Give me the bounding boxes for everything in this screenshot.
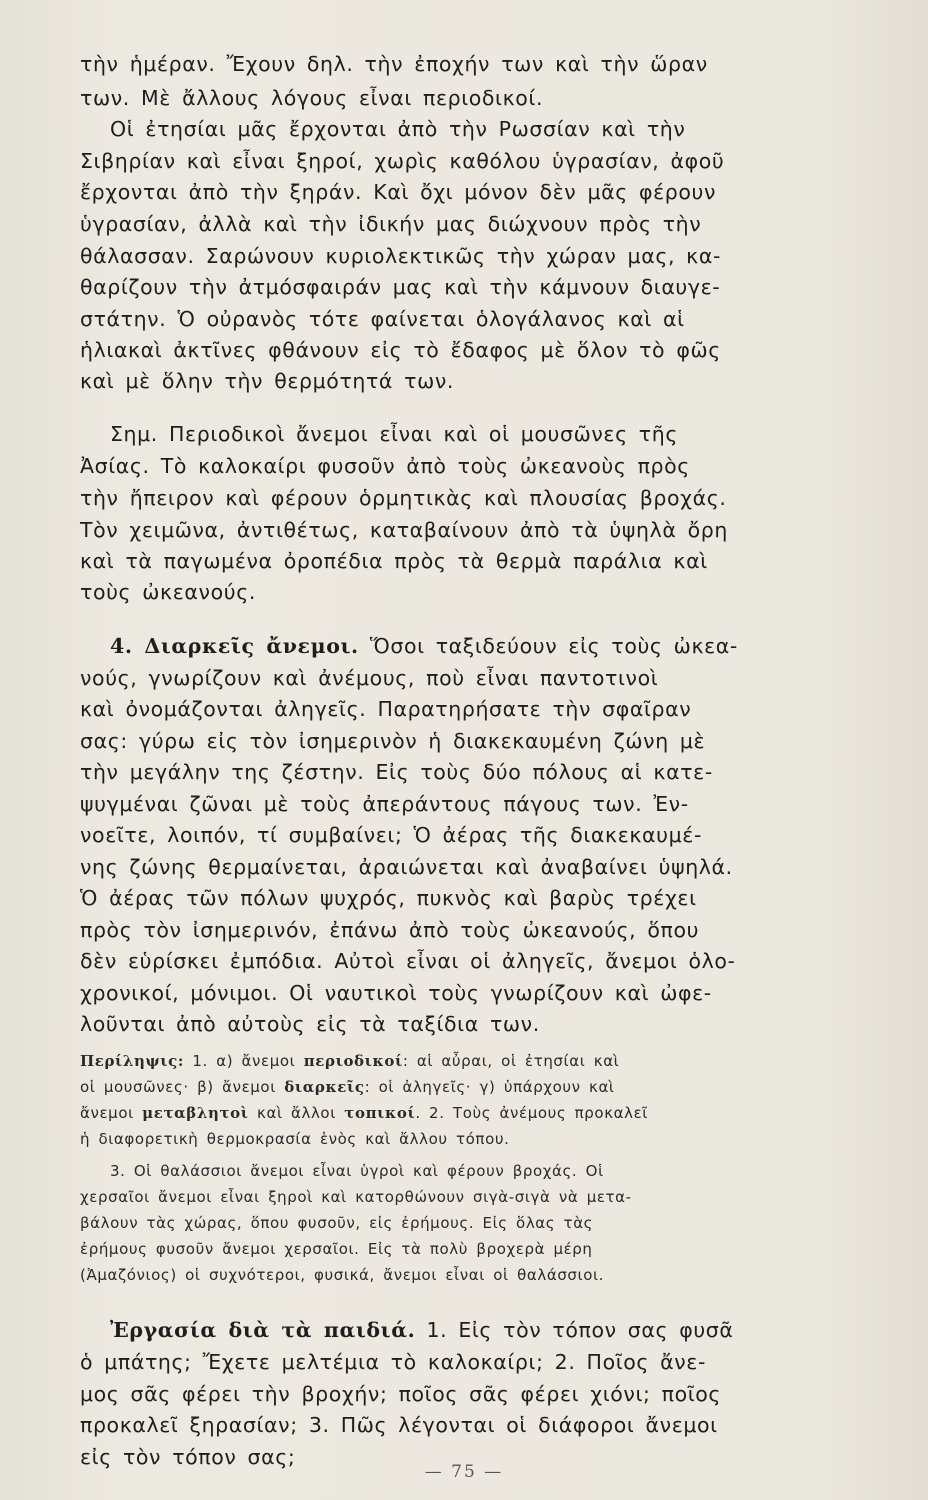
text-fragment: ἄνεμοι (80, 1104, 134, 1122)
text-line: νοεῖτε, λοιπόν, τί συμβαίνει; Ὁ ἀέρας τῆς διακεκαυμέ- (80, 823, 702, 847)
text-line: Σημ. Περιοδικοὶ ἄνεμοι εἶναι καὶ οἱ μουσῶνες τῆς (110, 422, 678, 446)
text-line: νης ζώνης θερμαίνεται, ἀραιώνεται καὶ ἀναβαίνει ὑψηλά. (80, 855, 733, 879)
text-line: ψυγμέναι ζῶναι μὲ τοὺς ἀπεράντους πάγους των. Ἐν- (80, 792, 689, 816)
text-line: των. Μὲ ἄλλους λόγους εἶναι περιοδικοί. (80, 86, 544, 110)
text-line: λοῦνται ἀπὸ αὐτοὺς εἰς τὰ ταξίδια των. (80, 1012, 540, 1036)
text-line: ἔρχονται ἀπὸ τὴν ξηράν. Καὶ ὄχι μόνον δὲν μᾶς φέρουν (80, 180, 717, 204)
text-line: Ὁ ἀέρας τῶν πόλων ψυχρός, πυκνὸς καὶ βαρὺς τρέχει (80, 886, 697, 910)
text-line: Σιβηρίαν καὶ εἶναι ξηροί, χωρὶς καθόλου ὑγρασίαν, ἀφοῦ (80, 149, 725, 173)
text-line: καὶ τὰ παγωμένα ὀροπέδια πρὸς τὰ θερμὰ παράλια καὶ (80, 549, 708, 573)
section-heading-line (110, 634, 738, 658)
text-line: θαρίζουν τὴν ἀτμόσφαιράν μας καὶ τὴν κάμνουν διαυγε- (80, 275, 721, 299)
summary-line (80, 1104, 648, 1122)
text-fragment: 1. α) ἄνεμοι (192, 1052, 296, 1070)
text-line: καὶ μὲ ὅλην τὴν θερμότητά των. (80, 369, 455, 393)
summary-line: ἐρήμους φυσοῦν ἄνεμοι χερσαῖοι. Εἰς τὰ πολὺ βροχερὰ μέρη (80, 1240, 593, 1258)
text-line: δὲν εὑρίσκει ἐμπόδια. Αὐτοὶ εἶναι οἱ ἀληγεῖς, ἄνεμοι ὁλο- (80, 949, 736, 973)
bold-term: μεταβλητοὶ (142, 1104, 249, 1122)
text-line: θάλασσαν. Σαρώνουν κυριολεκτικῶς τὴν χώραν μας, κα- (80, 244, 721, 268)
text-line: Τὸν χειμῶνα, ἀντιθέτως, καταβαίνουν ἀπὸ τὰ ὑψηλὰ ὄρη (80, 518, 728, 542)
text-line: Ἀσίας. Τὸ καλοκαίρι φυσοῦν ἀπὸ τοὺς ὠκεανοὺς πρὸς (80, 454, 690, 478)
text-line: τὴν ἡμέραν. Ἔχουν δηλ. τὴν ἐποχήν των καὶ τὴν ὥραν (80, 52, 708, 76)
section-heading: 4. Διαρκεῖς ἄνεμοι. (110, 634, 359, 658)
bold-term: διαρκεῖς (284, 1078, 365, 1096)
text-fragment: Ὅσοι ταξιδεύουν εἰς τοὺς ὠκεα- (369, 634, 738, 658)
text-line: ὑγρασίαν, ἀλλὰ καὶ τὴν ἰδικήν μας διώχνουν πρὸς τὴν (80, 212, 702, 236)
bold-term: τοπικοί (344, 1104, 416, 1122)
text-fragment: . 2. Τοὺς ἀνέμους προκαλεῖ (415, 1104, 648, 1122)
text-line: ἡλιακαὶ ἀκτῖνες φθάνουν εἰς τὸ ἔδαφος μὲ ὅλον τὸ φῶς (80, 338, 721, 362)
summary-line: (Ἀμαζόνιος) οἱ συχνότεροι, φυσικά, ἄνεμοι εἶναι οἱ θαλάσσιοι. (80, 1266, 605, 1284)
text-line: στάτην. Ὁ οὐρανὸς τότε φαίνεται ὁλογάλανος καὶ αἱ (80, 307, 685, 331)
bold-term: περιοδικοί (303, 1052, 403, 1070)
text-fragment: καὶ ἄλλοι (257, 1104, 336, 1122)
text-line: προκαλεῖ ξηρασίαν; 3. Πῶς λέγονται οἱ διάφοροι ἄνεμοι (80, 1413, 718, 1437)
summary-line: ἡ διαφορετικὴ θερμοκρασία ἑνὸς καὶ ἄλλου τόπου. (80, 1130, 510, 1148)
summary-label: Περίληψις: (80, 1052, 184, 1070)
text-line: χρονικοί, μόνιμοι. Οἱ ναυτικοὶ τοὺς γνωρίζουν καὶ ὠφε- (80, 981, 712, 1005)
summary-line: βάλουν τὰς χώρας, ὅπου φυσοῦν, εἰς ἐρήμους. Εἰς ὅλας τὰς (80, 1214, 594, 1232)
text-line: Οἱ ἐτησίαι μᾶς ἔρχονται ἀπὸ τὴν Ρωσσίαν καὶ τὴν (110, 117, 686, 141)
text-line: νούς, γνωρίζουν καὶ ἀνέμους, ποὺ εἶναι παντοτινοὶ (80, 666, 659, 690)
summary-line: χερσαῖοι ἄνεμοι εἶναι ξηροὶ καὶ κατορθώνουν σιγὰ-σιγὰ νὰ μετα- (80, 1188, 632, 1206)
summary-line (80, 1078, 615, 1096)
text-line: ὁ μπάτης; Ἔχετε μελτέμια τὸ καλοκαίρι; 2. Ποῖος ἄνε- (80, 1350, 706, 1374)
summary-line: 3. Οἱ θαλάσσιοι ἄνεμοι εἶναι ὑγροὶ καὶ φέρουν βροχάς. Οἱ (110, 1162, 604, 1180)
text-line: πρὸς τὸν ἰσημερινόν, ἐπάνω ἀπὸ τοὺς ὠκεανούς, ὅπου (80, 918, 700, 942)
text-line: μος σᾶς φέρει τὴν βροχήν; ποῖος σᾶς φέρει χιόνι; ποῖος (80, 1382, 722, 1406)
exercise-heading-line (110, 1318, 734, 1342)
text-line: τὴν ἤπειρον καὶ φέρουν ὁρμητικὰς καὶ πλουσίας βροχάς. (80, 486, 727, 510)
page-number: — 75 — (424, 1462, 504, 1482)
summary-line (80, 1052, 619, 1070)
text-fragment: οἱ μουσῶνες· β) ἄνεμοι (80, 1078, 276, 1096)
text-fragment: : αἱ αὖραι, οἱ ἐτησίαι καὶ (402, 1052, 620, 1070)
text-fragment: : οἱ ἀληγεῖς· γ) ὑπάρχουν καὶ (364, 1078, 615, 1096)
text-line: εἰς τὸν τόπον σας; (80, 1445, 296, 1469)
exercise-heading: Ἐργασία διὰ τὰ παιδιά. (110, 1318, 416, 1342)
text-line: τοὺς ὠκεανούς. (80, 580, 256, 604)
text-line: σας: γύρω εἰς τὸν ἰσημερινὸν ἡ διακεκαυμένη ζώνη μὲ (80, 729, 706, 753)
text-line: τὴν μεγάλην της ζέστην. Εἰς τοὺς δύο πόλους αἱ κατε- (80, 760, 713, 784)
text-line: καὶ ὀνομάζονται ἀληγεῖς. Παρατηρήσατε τὴν σφαῖραν (80, 697, 692, 721)
text-fragment: 1. Εἰς τὸν τόπον σας φυσᾶ (426, 1318, 734, 1342)
